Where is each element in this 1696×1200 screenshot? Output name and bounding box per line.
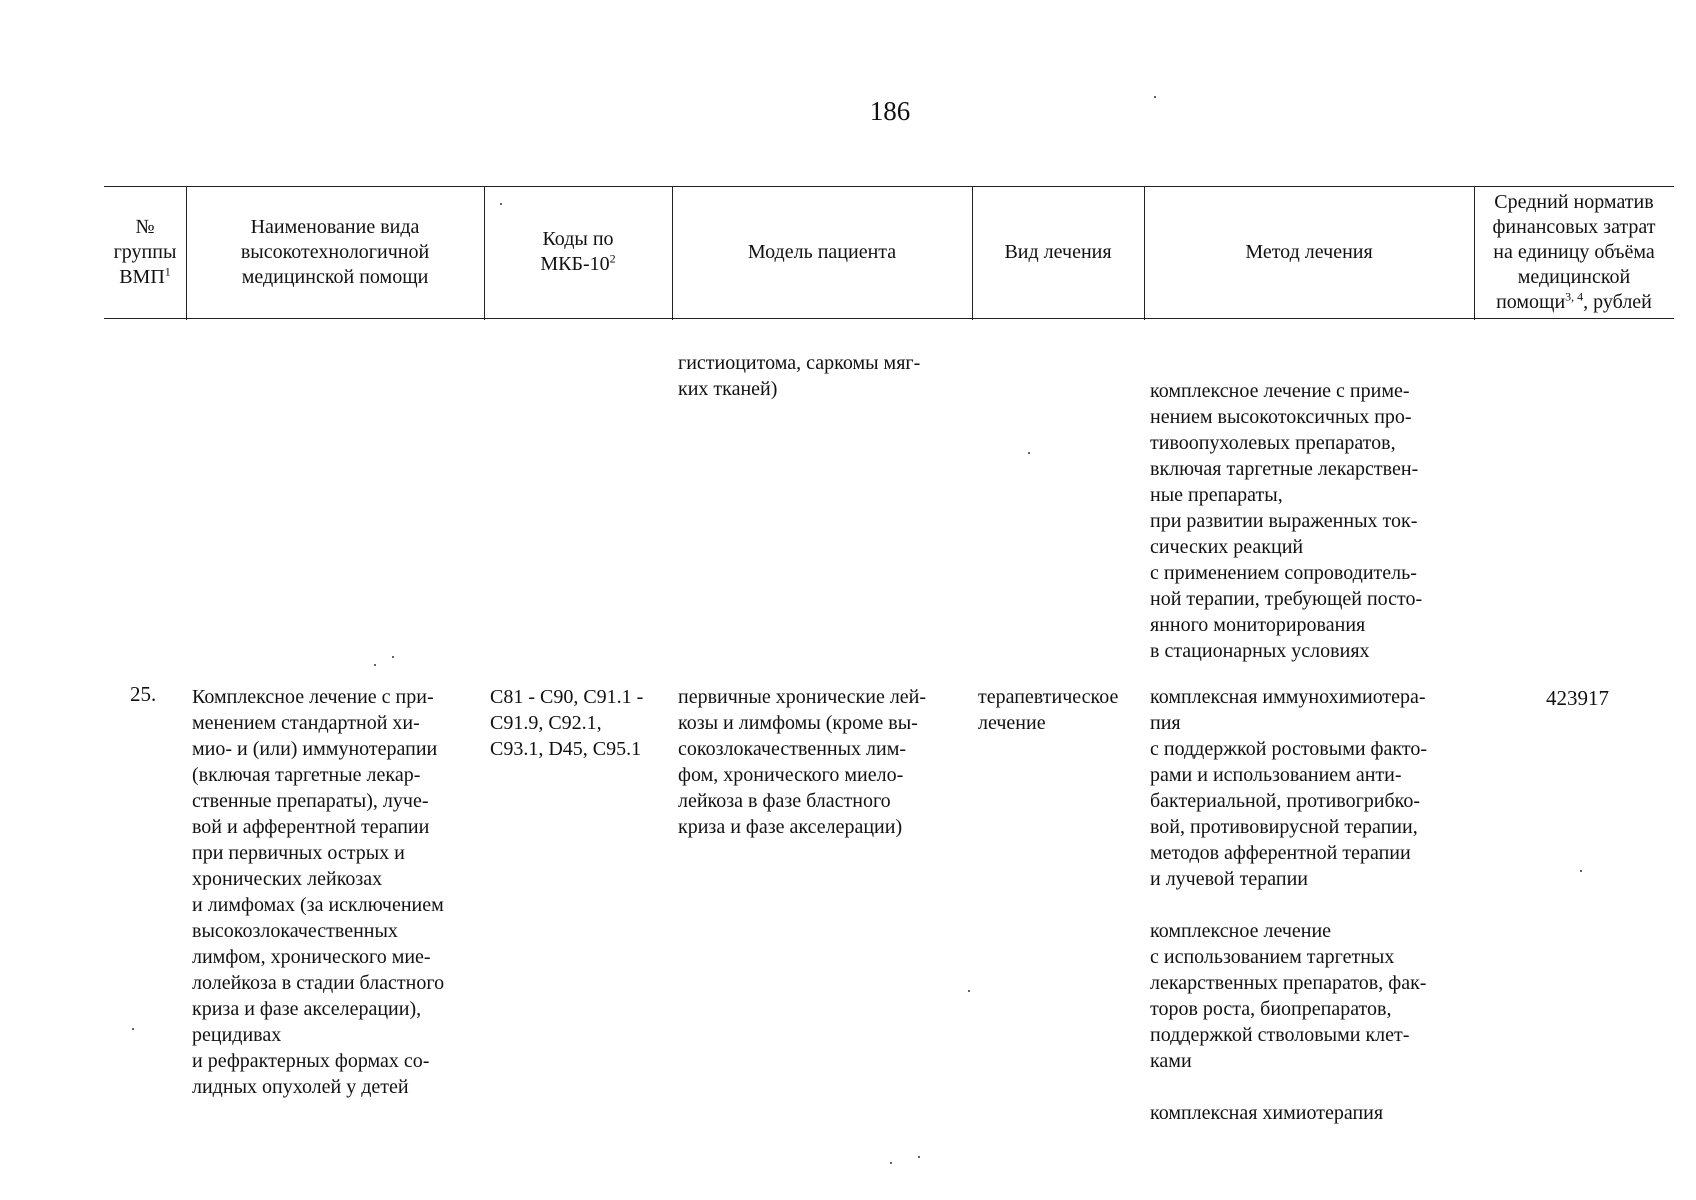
- header-col-cost-tail: , рублей: [1583, 290, 1652, 313]
- scan-speck: [500, 203, 502, 205]
- scan-speck: [1154, 96, 1156, 98]
- footnote-mark: 2: [609, 251, 616, 266]
- footnote-mark: 1: [164, 263, 171, 278]
- scan-speck: [890, 1162, 892, 1164]
- header-col-name: [186, 186, 484, 318]
- row-method-1-text: комплексная иммунохимиотера- пия с поддержкой ростовыми факто- рами и использованием анти- бактериальной, противогрибко- вой, противовирусной терапии, методов афферентной терапии и лучевой терапии: [1150, 686, 1427, 890]
- header-col-model: [672, 186, 972, 318]
- continuation-model-text: гистиоцитома, саркомы мяг- ких тканей): [678, 352, 921, 400]
- row-codes-text: C81 - C90, C91.1 - C91.9, C92.1, C93.1, D45, C95.1: [490, 686, 644, 760]
- header-col-codes: [484, 186, 672, 318]
- header-col-method-label: Метод лечения: [1245, 240, 1373, 263]
- row-cost-value: 423917: [1546, 686, 1609, 710]
- scan-speck: [1028, 452, 1030, 454]
- header-col-type-label: Вид лечения: [1004, 240, 1112, 263]
- header-col-cost: [1474, 186, 1674, 318]
- scan-speck: [374, 664, 376, 666]
- continuation-method-text: комплексное лечение с приме- нением высокотоксичных про- тивоопухолевых препаратов, включая таргетные лекарствен- ные препараты, при развитии выраженных ток- сических реакций с применением сопроводитель- ной терапии, требующей посто- янного мониторирования в стационарных условиях: [1150, 380, 1423, 662]
- header-col-number-label: № группы ВМП: [113, 215, 177, 288]
- scan-speck: [132, 1028, 134, 1030]
- header-col-type: [972, 186, 1144, 318]
- header-col-number: [104, 186, 186, 318]
- scan-speck: [918, 1156, 920, 1158]
- header-bottom-rule: [104, 318, 1674, 319]
- header-col-method: [1144, 186, 1474, 318]
- row-method-3-text: комплексная химиотерапия: [1150, 1102, 1384, 1124]
- row-method-2-text: комплексное лечение с использованием таргетных лекарственных препаратов, фак- торов роста, биопрепаратов, поддержкой стволовыми клет- ками: [1150, 920, 1427, 1072]
- scan-speck: [392, 656, 394, 658]
- row-type-text: терапевтическое лечение: [978, 686, 1119, 734]
- scan-speck: [968, 990, 970, 992]
- row-name-text: Комплексное лечение с при- менением стандартной хи- мио- и (или) иммунотерапии (включая таргетные лекар- ственные препараты), луче- вой и афферентной терапии при первичных острых и хронических лейкозах и лимфомах (за исключением высокозлокачественных лимфом, хронического мие- лолейкоза в стадии бластного криза и фазе акселерации), рецидивах и рефрактерных формах со- лидных опухолей у детей: [192, 686, 445, 1098]
- row-model-text: первичные хронические лей- козы и лимфомы (кроме вы- сокозлокачественных лим- фом, хронического миело- лейкоза в фазе бластного криза и фазе акселерации): [678, 686, 927, 838]
- row-number: 25.: [130, 682, 157, 706]
- page-number: 186: [869, 96, 911, 126]
- header-col-name-label: Наименование вида высокотехнологичной медицинской помощи: [240, 215, 430, 288]
- header-col-codes-label: Коды по МКБ-10: [540, 228, 614, 275]
- header-col-cost-label: Средний норматив финансовых затрат на единицу объёма медицинской помощи: [1492, 190, 1656, 313]
- footnote-mark: 3, 4: [1565, 288, 1584, 303]
- header-col-model-label: Модель пациента: [747, 240, 897, 263]
- scan-speck: [1580, 870, 1582, 872]
